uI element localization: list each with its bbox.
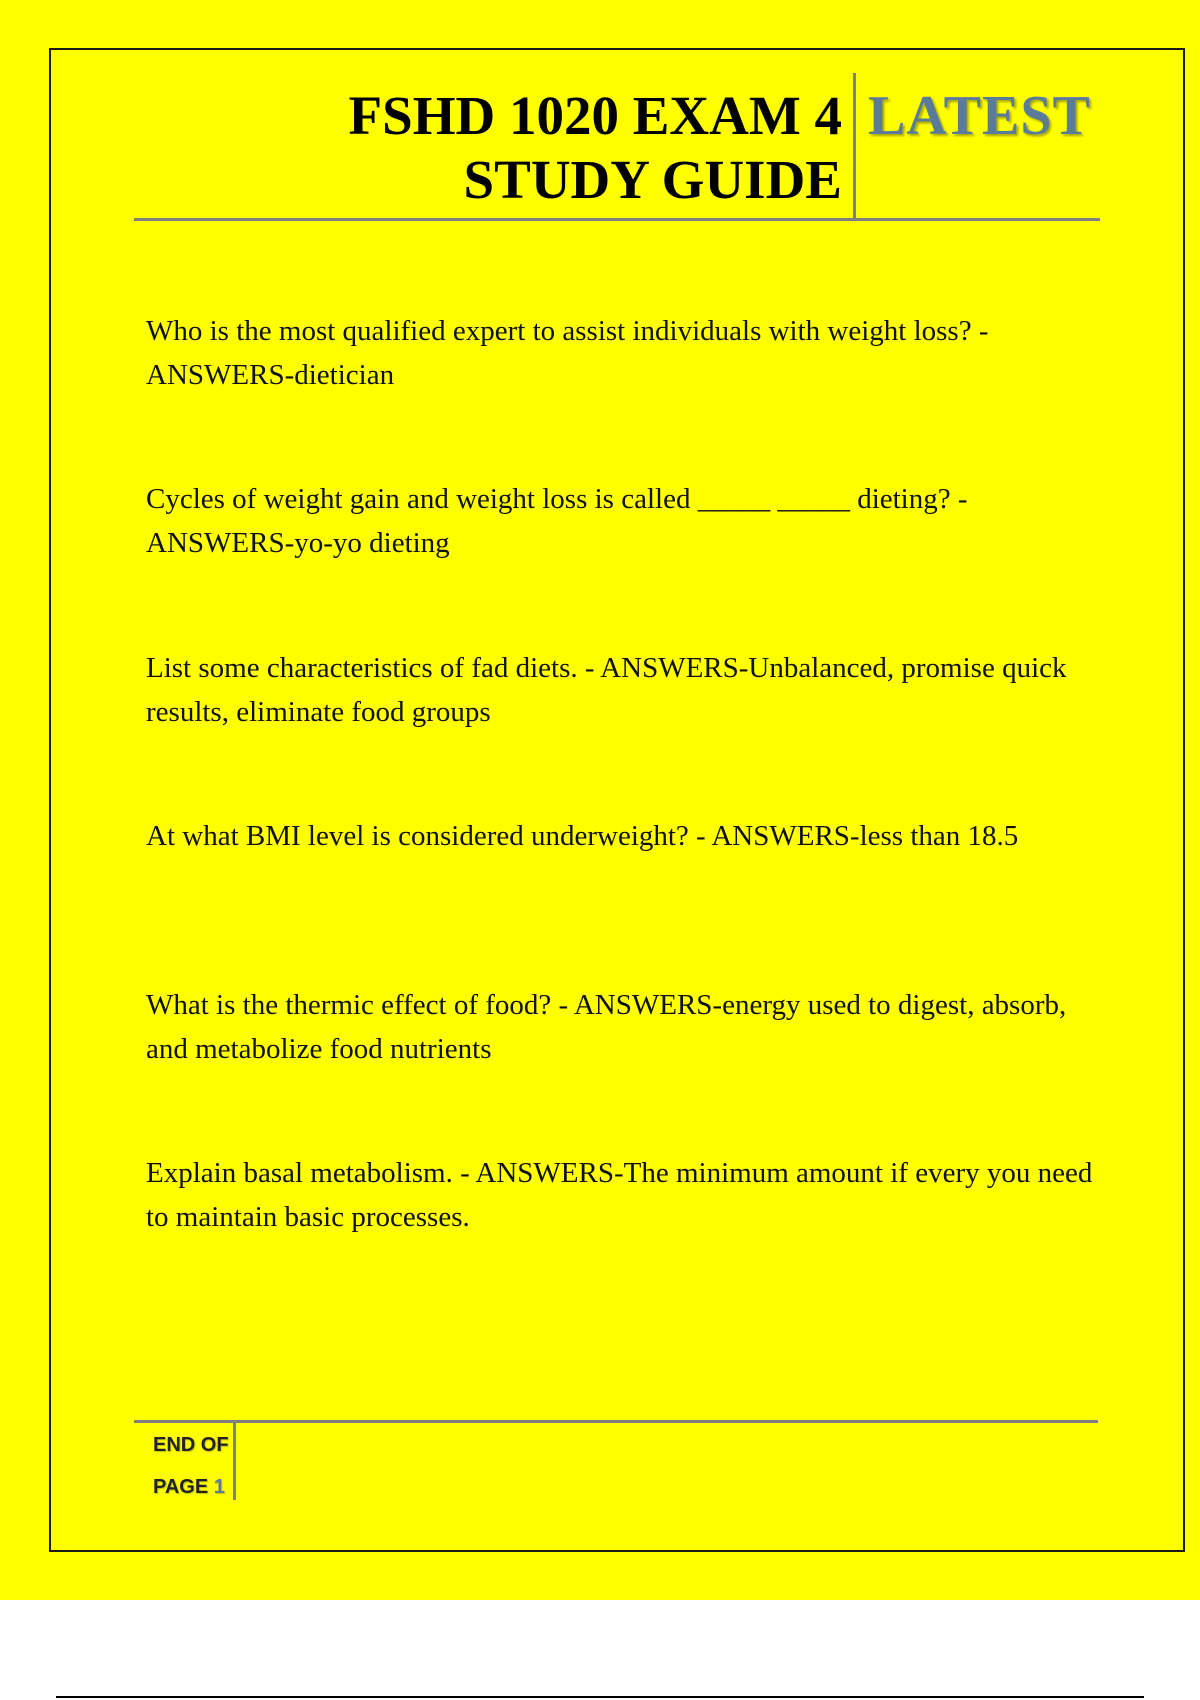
question-3: List some characteristics of fad diets. - ANSWERS-Unbalanced, promise quick results, eliminate food groups [146,652,1067,728]
footer-page-label: PAGE [153,1476,209,1498]
page-footer [153,1424,229,1508]
page-border [49,48,1185,1552]
bottom-rule [56,1696,1144,1698]
question-5: What is the thermic effect of food? - ANSWERS-energy used to digest, absorb, and metabolize food nutrients [146,989,1067,1065]
footer-divider [233,1422,236,1500]
header-divider [853,73,856,219]
page-number: 1 [213,1476,225,1498]
question-2: Cycles of weight gain and weight loss is called _____ _____ dieting? - ANSWERS-yo-yo dieting [146,483,968,559]
title-line-1: FSHD 1020 EXAM 4 [348,85,842,146]
page-title [142,84,842,212]
question-1: Who is the most qualified expert to assist individuals with weight loss? - ANSWERS-dietician [146,315,989,391]
question-4: At what BMI level is considered underweight? - ANSWERS-less than 18.5 [146,820,1019,852]
latest-badge: LATEST [868,85,1091,147]
footer-line-2 [153,1466,229,1508]
footer-rule [134,1420,1098,1423]
header-rule [134,218,1100,221]
title-line-2: STUDY GUIDE [463,149,842,210]
footer-line-1: END OF [153,1434,229,1456]
question-6: Explain basal metabolism. - ANSWERS-The minimum amount if every you need to maintain basic processes. [146,1157,1093,1233]
